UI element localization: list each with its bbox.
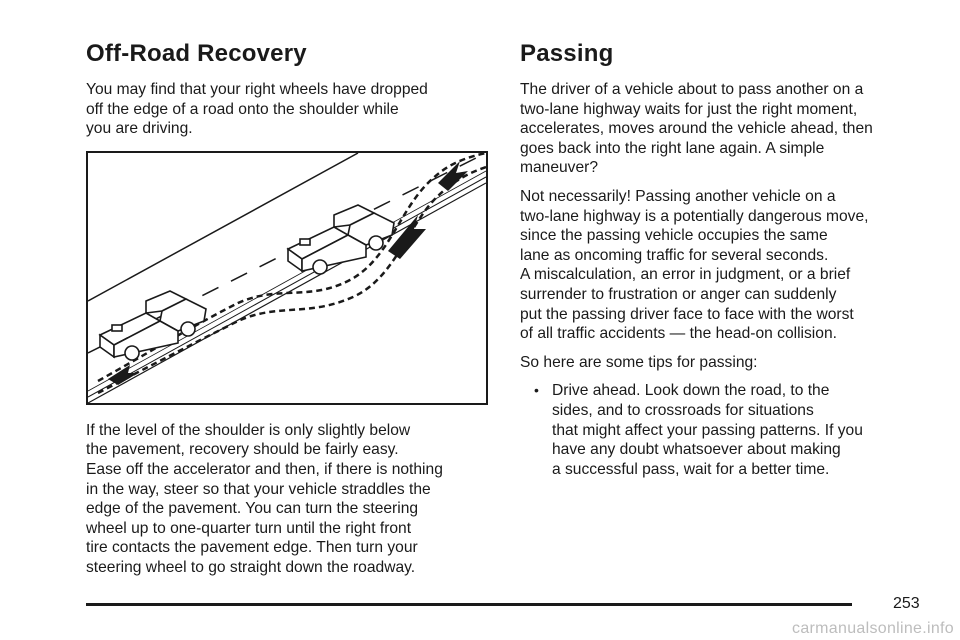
passing-tip-item: [520, 381, 935, 479]
left-column: [86, 40, 491, 587]
bullet-icon: •: [534, 382, 539, 399]
road-outer-edge: [88, 153, 358, 301]
direction-arrow-1: [108, 365, 138, 385]
passing-paragraph-3: So here are some tips for passing:: [520, 353, 758, 371]
passing-paragraph-1: The driver of a vehicle about to pass another on a two-lane highway waits for just the right moment, accelerates, moves around the vehicle ahead, then goes back into the right lane again. A simple maneuver?: [520, 81, 873, 177]
off-road-recovery-paragraph: If the level of the shoulder is only slightly below the pavement, recovery should be fairly easy. Ease off the accelerator and then, if there is nothing in the way, steer so that your vehicle straddles the edge of the pavement. You can turn the steering wheel up to one-quarter turn until the right front tire contacts the pavement edge. Then turn your steering wheel to go straight down the roadway.: [86, 421, 443, 576]
footer-rule: [86, 603, 852, 606]
pavement-edge-line-3: [88, 171, 486, 391]
section-title-passing: Passing: [520, 40, 614, 67]
page-number: 253: [893, 595, 920, 612]
passing-tip-text: Drive ahead. Look down the road, to the sides, and to crossroads for situations that might affect your passing patterns. If you have any doubt whatsoever about making a successful pass, wait for a better time.: [552, 382, 863, 478]
passing-paragraph-2: Not necessarily! Passing another vehicle on a two-lane highway is a potentially dangerous move, since the passing vehicle occupies the same lane as oncoming traffic for several seconds. A miscalculation, an error in judgment, or a brief surrender to frustration or anger can suddenly put the passing driver face to face with the worst of all traffic accidents — the head-on collision.: [520, 187, 869, 343]
watermark: carmanualsonline.info: [792, 620, 954, 637]
passing-tips-list: [520, 381, 935, 479]
right-column: [520, 40, 935, 479]
section-title-off-road-recovery: Off-Road Recovery: [86, 40, 307, 67]
off-road-intro-paragraph: You may find that your right wheels have dropped off the edge of a road onto the shoulder while you are driving.: [86, 81, 428, 138]
off-road-recovery-illustration: [86, 151, 488, 405]
road-diagram: [88, 153, 486, 403]
